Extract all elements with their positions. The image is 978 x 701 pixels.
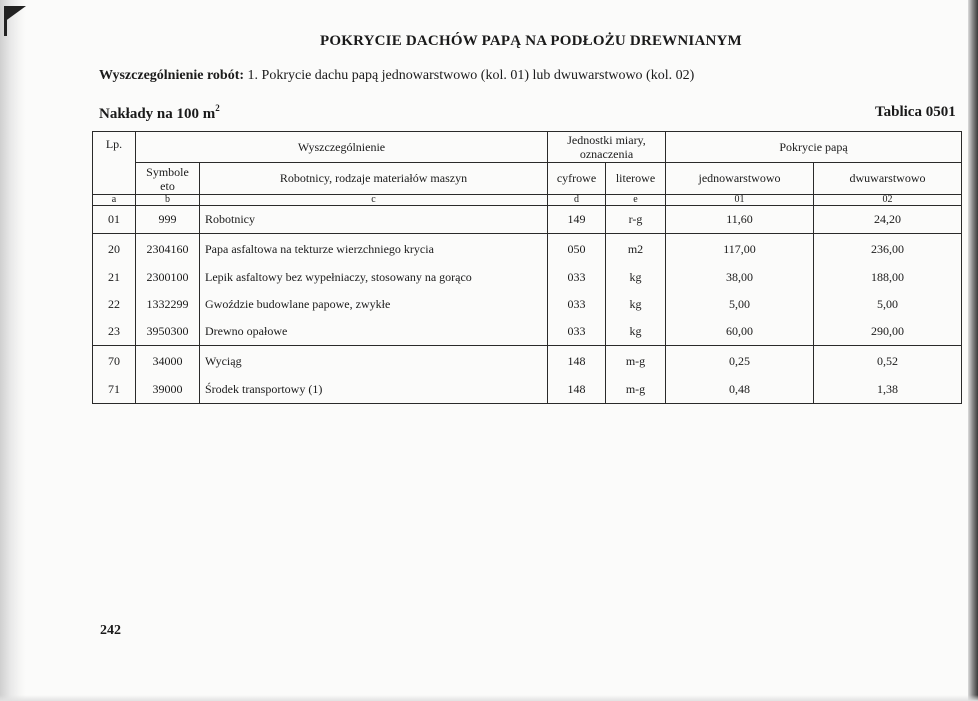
cell-dwuwarstwowo: 1,38: [814, 376, 962, 404]
header-row-2: [93, 163, 962, 195]
cell-cyfrowe: 148: [548, 376, 606, 404]
cell-symbol: 1332299: [136, 291, 200, 318]
column-letter: 02: [814, 195, 962, 206]
cell-cyfrowe: 033: [548, 318, 606, 346]
cell-name: Wyciąg: [200, 346, 548, 377]
cell-name: Lepik asfaltowy bez wypełniaczy, stosowany na gorąco: [200, 264, 548, 291]
cell-literowe: kg: [606, 291, 666, 318]
table-number: Tablica 0501: [875, 104, 956, 120]
table-row: [93, 206, 962, 234]
header-jednowarstwowo: jednowarstwowo: [666, 163, 814, 195]
cell-jednowarstwowo: 5,00: [666, 291, 814, 318]
spec-text: 1. Pokrycie dachu papą jednowarstwowo (kol. 01) lub dwuwarstwowo (kol. 02): [247, 68, 695, 83]
header-lp: Lp.: [93, 132, 136, 195]
cell-lp: 01: [93, 206, 136, 234]
column-letter: e: [606, 195, 666, 206]
cell-dwuwarstwowo: 0,52: [814, 346, 962, 377]
naklady-heading: [99, 104, 220, 123]
norms-table: [92, 131, 962, 404]
cell-cyfrowe: 033: [548, 264, 606, 291]
spec-label: Wyszczególnienie robót:: [99, 68, 245, 83]
table-row: [93, 264, 962, 291]
cell-dwuwarstwowo: 24,20: [814, 206, 962, 234]
table-row: [93, 318, 962, 346]
column-letter: a: [93, 195, 136, 206]
cell-name: Gwoździe budowlane papowe, zwykłe: [200, 291, 548, 318]
work-specification: [99, 68, 694, 84]
document-title: POKRYCIE DACHÓW PAPĄ NA PODŁOŻU DREWNIANYM: [320, 33, 742, 49]
cell-lp: 70: [93, 346, 136, 377]
cell-lp: 20: [93, 234, 136, 265]
cell-dwuwarstwowo: 236,00: [814, 234, 962, 265]
cell-symbol: 3950300: [136, 318, 200, 346]
cell-literowe: m-g: [606, 376, 666, 404]
cell-name: Papa asfaltowa na tekturze wierzchniego krycia: [200, 234, 548, 265]
column-letter: b: [136, 195, 200, 206]
cell-dwuwarstwowo: 188,00: [814, 264, 962, 291]
cell-literowe: kg: [606, 318, 666, 346]
header-literowe: literowe: [606, 163, 666, 195]
cell-jednowarstwowo: 117,00: [666, 234, 814, 265]
binding-shadow: [0, 0, 26, 701]
cell-cyfrowe: 148: [548, 346, 606, 377]
cell-cyfrowe: 149: [548, 206, 606, 234]
cell-lp: 21: [93, 264, 136, 291]
header-symbole: Symbole eto: [136, 163, 200, 195]
cell-cyfrowe: 033: [548, 291, 606, 318]
cell-jednowarstwowo: 0,48: [666, 376, 814, 404]
column-letter: d: [548, 195, 606, 206]
cell-literowe: m-g: [606, 346, 666, 377]
naklady-superscript: 2: [215, 103, 220, 113]
column-letters-row: [93, 195, 962, 206]
cell-jednowarstwowo: 38,00: [666, 264, 814, 291]
cell-name: Drewno opałowe: [200, 318, 548, 346]
cell-lp: 22: [93, 291, 136, 318]
column-letter: c: [200, 195, 548, 206]
bottom-edge-shadow: [0, 695, 978, 701]
table-row: [93, 234, 962, 265]
cell-name: Robotnicy: [200, 206, 548, 234]
header-pokrycie: Pokrycie papą: [666, 132, 962, 163]
table-row: [93, 346, 962, 377]
corner-bar-icon: [4, 6, 7, 36]
cell-dwuwarstwowo: 290,00: [814, 318, 962, 346]
cell-jednowarstwowo: 0,25: [666, 346, 814, 377]
cell-symbol: 2300100: [136, 264, 200, 291]
header-wyszczegolnienie: Wyszczególnienie: [136, 132, 548, 163]
cell-jednowarstwowo: 60,00: [666, 318, 814, 346]
cell-symbol: 2304160: [136, 234, 200, 265]
page-edge-shadow: [968, 0, 978, 701]
cell-cyfrowe: 050: [548, 234, 606, 265]
cell-literowe: kg: [606, 264, 666, 291]
column-letter: 01: [666, 195, 814, 206]
cell-jednowarstwowo: 11,60: [666, 206, 814, 234]
header-jednostki: Jednostki miary, oznaczenia: [548, 132, 666, 163]
header-robotnicy: Robotnicy, rodzaje materiałów maszyn: [200, 163, 548, 195]
naklady-text: Nakłady na 100 m: [99, 106, 216, 122]
cell-symbol: 34000: [136, 346, 200, 377]
table-row: [93, 291, 962, 318]
cell-symbol: 39000: [136, 376, 200, 404]
cell-symbol: 999: [136, 206, 200, 234]
cell-literowe: m2: [606, 234, 666, 265]
table-row: [93, 376, 962, 404]
header-cyfrowe: cyfrowe: [548, 163, 606, 195]
cell-lp: 71: [93, 376, 136, 404]
cell-name: Środek transportowy (1): [200, 376, 548, 404]
cell-dwuwarstwowo: 5,00: [814, 291, 962, 318]
page-number: 242: [100, 623, 121, 638]
header-dwuwarstwowo: dwuwarstwowo: [814, 163, 962, 195]
corner-mark-icon: [4, 6, 26, 22]
cell-lp: 23: [93, 318, 136, 346]
header-row-1: [93, 132, 962, 163]
cell-literowe: r-g: [606, 206, 666, 234]
